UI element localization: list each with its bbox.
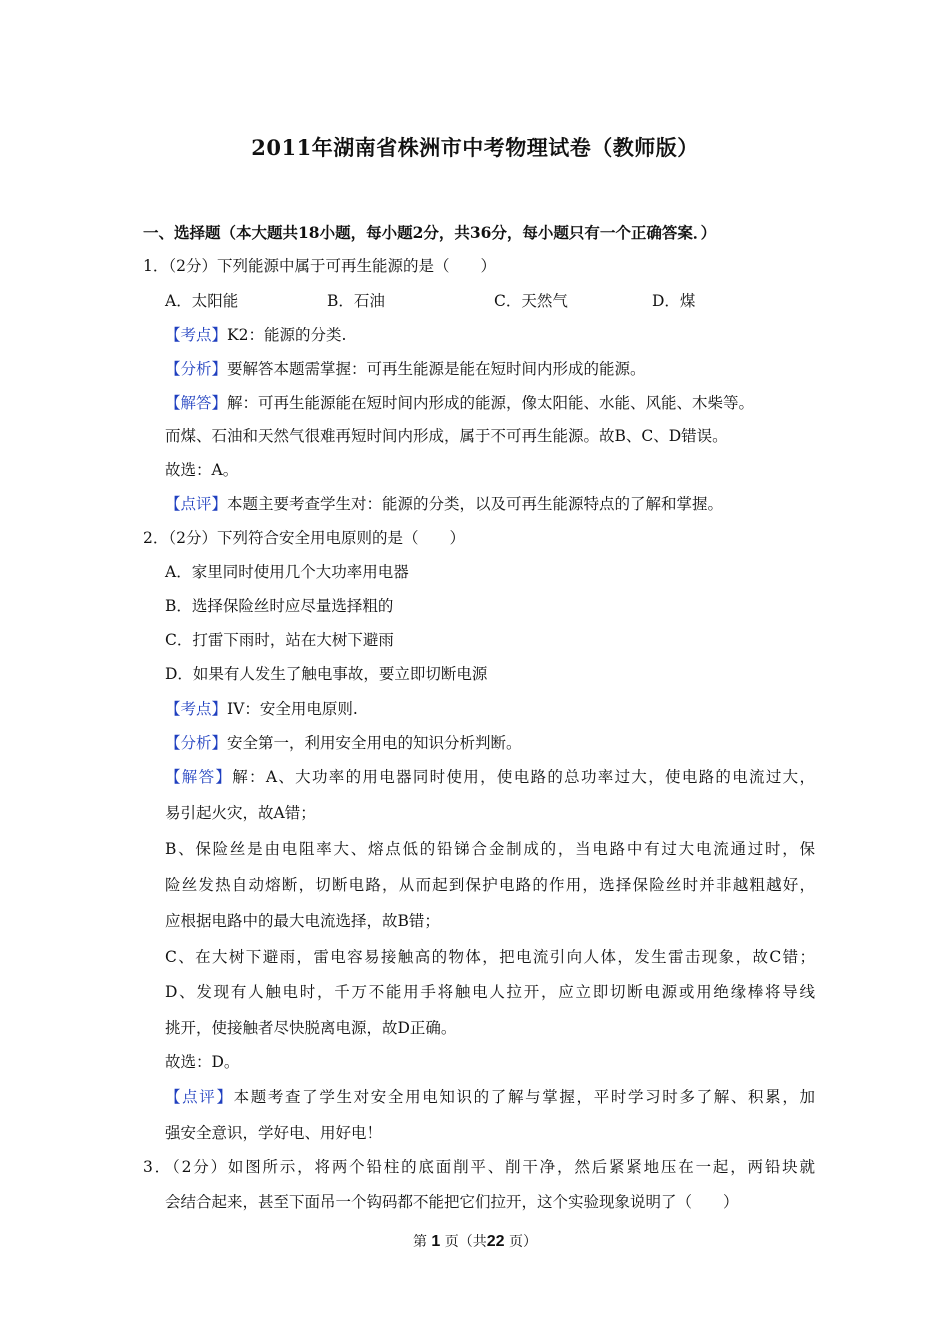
q1-dianping [165, 493, 723, 515]
kaodian-tag: 【考点】 [165, 326, 228, 344]
page-number: 1 [431, 1233, 441, 1250]
footer-suffix: 页） [509, 1234, 538, 1250]
q2-jieda-line-6: C、在大树下避雨，雷电容易接触高的物体，把电流引向人体，发生雷击现象，故C错； [165, 948, 815, 966]
q1-jieda [165, 392, 754, 414]
q3-stem-line-2: 会结合起来，甚至下面吊一个钩码都不能把它们拉开，这个实验现象说明了（ ） [165, 1193, 739, 1211]
q2-jieda-line-8: 挑开，使接触者尽快脱离电源，故D正确。 [165, 1019, 457, 1037]
footer-prefix: 第 [412, 1234, 427, 1250]
q2-jieda-line-5: 应根据电路中的最大电流选择，故B错； [165, 912, 440, 930]
q1-option-a: A．太阳能 [165, 292, 239, 310]
q2-fenxi [165, 732, 522, 754]
q1-jieda-line-1: 解：可再生能源能在短时间内形成的能源，像太阳能、水能、风能、木柴等。 [227, 394, 755, 412]
q2-jieda-line-3: B、保险丝是由电阻率大、熔点低的铅锑合金制成的，当电路中有过大电流通过时，保 [165, 840, 815, 858]
jieda-tag: 【解答】 [165, 394, 228, 412]
q2-jieda [165, 766, 815, 788]
q2-option-a: A．家里同时使用几个大功率用电器 [165, 563, 409, 581]
q2-fenxi-text: 安全第一，利用安全用电的知识分析判断。 [227, 734, 522, 752]
q2-stem: 2．（2分）下列符合安全用电原则的是（ ） [143, 529, 465, 547]
q3-stem-line-1: 3．（2分）如图所示，将两个铅柱的底面削平、削干净，然后紧紧地压在一起，两铅块就 [143, 1158, 815, 1176]
q2-jieda-line-1: 解：A、大功率的用电器同时使用，使电路的总功率过大，使电路的电流过大， [232, 768, 815, 786]
q1-option-d: D．煤 [652, 292, 696, 310]
page-title: 2011年湖南省株洲市中考物理试卷（教师版） [251, 135, 699, 160]
kaodian-tag: 【考点】 [165, 700, 228, 718]
q2-jieda-line-7: D、发现有人触电时，千万不能用手将触电人拉开，应立即切断电源或用绝缘棒将导线 [165, 983, 815, 1001]
q2-answer: 故选：D。 [165, 1053, 240, 1071]
q1-jieda-line-2: 而煤、石油和天然气很难再短时间内形成，属于不可再生能源。故B、C、D错误。 [165, 427, 728, 445]
fenxi-tag: 【分析】 [165, 734, 228, 752]
q1-option-b: B．石油 [327, 292, 385, 310]
total-pages: 22 [486, 1233, 505, 1250]
footer-middle: 页（共 [444, 1234, 487, 1250]
q1-stem: 1．（2分）下列能源中属于可再生能源的是（ ） [143, 257, 496, 275]
q1-fenxi [165, 358, 646, 380]
q2-jieda-line-4: 险丝发热自动熔断，切断电路，从而起到保护电路的作用，选择保险丝时并非越粗越好， [165, 876, 815, 894]
q2-dianping-line-2: 强安全意识，学好电、用好电！ [165, 1124, 383, 1142]
dianping-tag: 【点评】 [165, 495, 228, 513]
q2-dianping [165, 1086, 815, 1108]
fenxi-tag: 【分析】 [165, 360, 228, 378]
q1-dianping-text: 本题主要考查学生对：能源的分类，以及可再生能源特点的了解和掌握。 [227, 495, 724, 513]
page-footer [0, 1231, 950, 1251]
q1-answer: 故选：A。 [165, 461, 239, 479]
q1-kaodian [165, 324, 346, 346]
jieda-tag: 【解答】 [165, 768, 233, 786]
q2-option-b: B．选择保险丝时应尽量选择粗的 [165, 597, 394, 615]
q2-option-c: C．打雷下雨时，站在大树下避雨 [165, 631, 394, 649]
q2-kaodian [165, 698, 358, 720]
q1-fenxi-text: 要解答本题需掌握：可再生能源是能在短时间内形成的能源。 [227, 360, 646, 378]
q1-option-c: C．天然气 [494, 292, 568, 310]
q2-kaodian-text: IV：安全用电原则. [227, 700, 358, 718]
q2-jieda-line-2: 易引起火灾，故A错； [165, 804, 316, 822]
q2-dianping-line-1: 本题考查了学生对安全用电知识的了解与掌握，平时学习时多了解、积累，加 [233, 1088, 815, 1106]
q1-kaodian-text: K2：能源的分类. [227, 326, 347, 344]
dianping-tag: 【点评】 [165, 1088, 234, 1106]
section-heading: 一、选择题（本大题共18小题，每小题2分，共36分，每小题只有一个正确答案．） [143, 223, 717, 242]
q2-option-d: D．如果有人发生了触电事故，要立即切断电源 [165, 665, 488, 683]
